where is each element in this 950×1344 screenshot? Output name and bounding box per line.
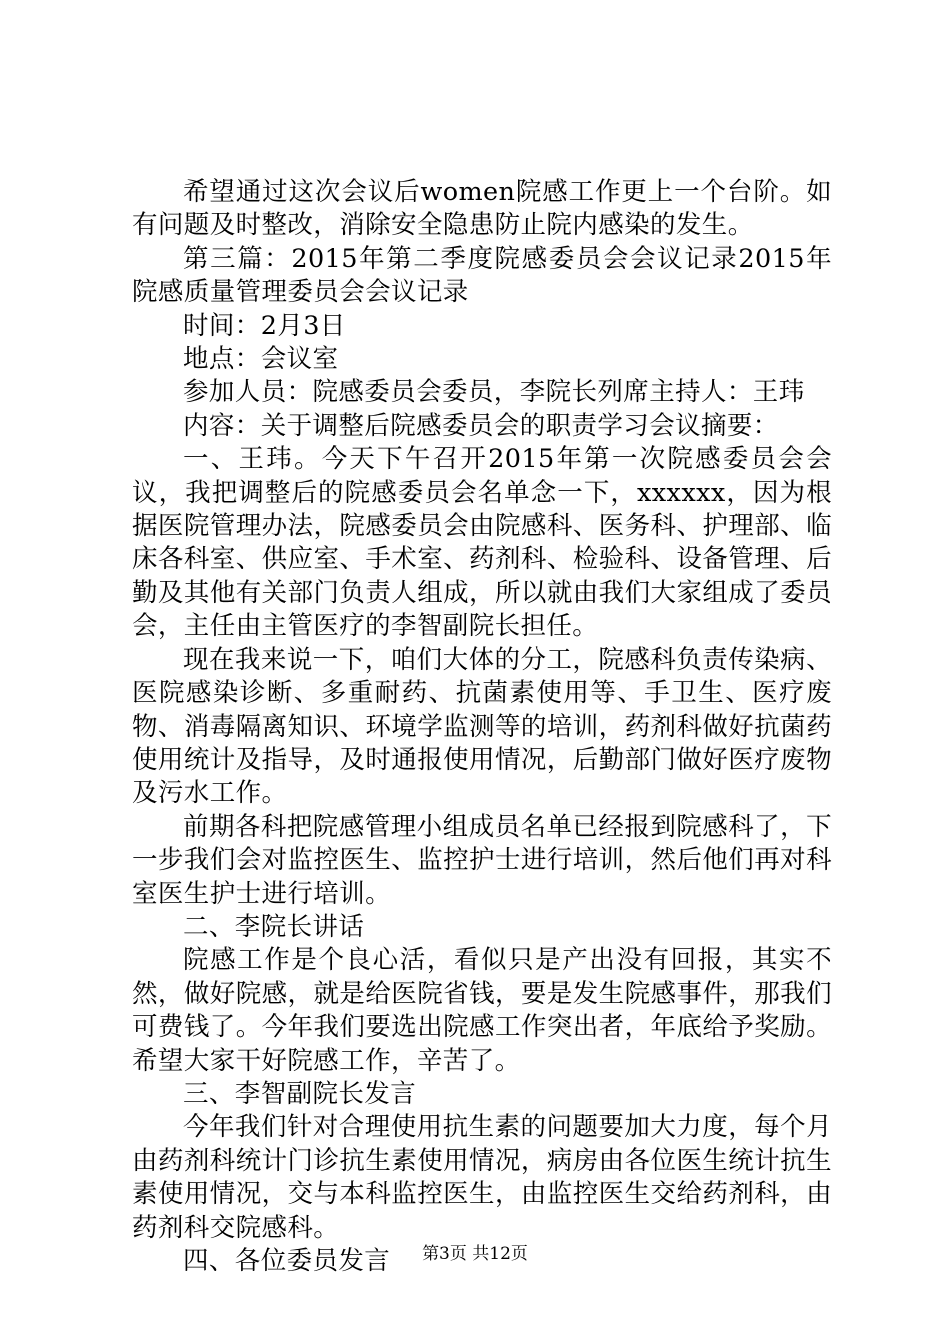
paragraph-item-one: 一、王玮。今天下午召开2015年第一次院感委员会会议，我把调整后的院感委员会名单念一下，xxxxxx，因为根据医院管理办法，院感委员会由院感科、医务科、护理部、临床各科室、供应室、手术室、药剂科、检验科、设备管理、后勤及其他有关部门负责人组成，所以就由我们大家组成了委员会，主任由主管医疗的李智副院长担任。 bbox=[132, 444, 832, 642]
paragraph-closing-remark: 希望通过这次会议后women院感工作更上一个台阶。如有问题及时整改，消除安全隐患防止院内感染的发生。 bbox=[132, 177, 832, 241]
paragraph-training-plan: 前期各科把院感管理小组成员名单已经报到院感科了，下一步我们会对监控医生、监控护士进行培训，然后他们再对科室医生护士进行培训。 bbox=[132, 811, 832, 909]
paragraph-division-of-work: 现在我来说一下，咱们大体的分工，院感科负责传染病、医院感染诊断、多重耐药、抗菌素使用等、手卫生、医疗废物、消毒隔离知识、环境学监测等的培训，药剂科做好抗菌药使用统计及指导，及时通报使用情况，后勤部门做好医疗废物及污水工作。 bbox=[132, 644, 832, 809]
heading-item-three: 三、李智副院长发言 bbox=[183, 1078, 417, 1109]
paragraph-meeting-time: 时间：2月3日 bbox=[183, 310, 346, 341]
heading-item-two: 二、李院长讲话 bbox=[183, 911, 365, 942]
paragraph-vice-director-speech: 今年我们针对合理使用抗生素的问题要加大力度，每个月由药剂科统计门诊抗生素使用情况，病房由各位医生统计抗生素使用情况，交与本科监控医生，由监控医生交给药剂科，由药剂科交院感科。 bbox=[132, 1112, 832, 1243]
paragraph-meeting-location: 地点：会议室 bbox=[183, 344, 339, 375]
paragraph-meeting-content: 内容：关于调整后院感委员会的职责学习会议摘要： bbox=[183, 410, 779, 441]
document-body bbox=[132, 176, 832, 1278]
heading-item-four: 四、各位委员发言 bbox=[183, 1246, 391, 1276]
page-number-footer: 第3页 共12页 bbox=[422, 1244, 528, 1264]
paragraph-director-speech: 院感工作是个良心活，看似只是产出没有回报，其实不然，做好院感，就是给医院省钱，要是发生院感事件，那我们可费钱了。今年我们要选出院感工作突出者，年底给予奖励。希望大家干好院感工作，辛苦了。 bbox=[132, 945, 832, 1076]
paragraph-attendees: 参加人员：院感委员会委员，李院长列席主持人：王玮 bbox=[183, 377, 805, 408]
paragraph-section-title: 第三篇：2015年第二季度院感委员会会议记录2015年院感质量管理委员会会议记录 bbox=[132, 243, 832, 308]
